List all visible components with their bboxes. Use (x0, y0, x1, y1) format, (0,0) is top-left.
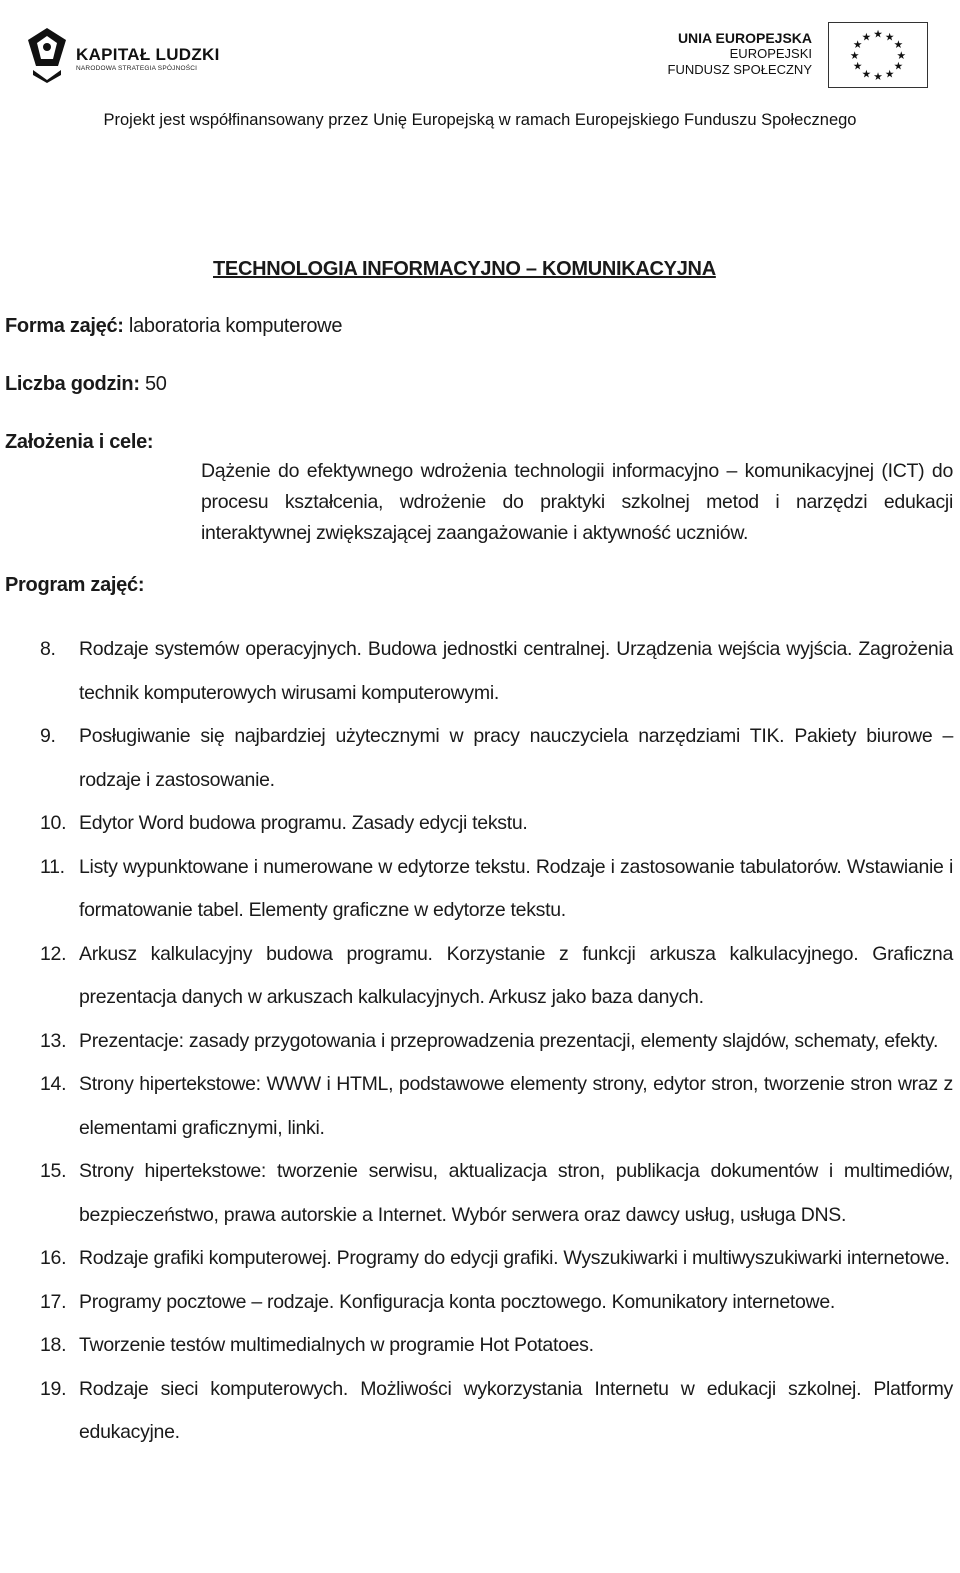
list-item-text: Rodzaje systemów operacyjnych. Budowa jednostki centralnej. Urządzenia wejścia wyjścia. Zagrożenia technik komputerowych wirusami komputerowymi. (79, 638, 953, 704)
svg-text:★: ★ (893, 59, 904, 73)
list-item-number: 15. (40, 1160, 67, 1182)
page-header (0, 0, 960, 145)
goals-label: Założenia i cele: (5, 431, 154, 453)
svg-text:★: ★ (852, 59, 863, 73)
list-item-text: Posługiwanie się najbardziej użytecznymi w pracy nauczyciela narzędziami TIK. Pakiety biurowe – rodzaje i zastosowanie. (79, 725, 953, 791)
list-item (40, 628, 953, 715)
svg-text:★: ★ (873, 27, 883, 41)
hours-field (5, 373, 167, 396)
eu-line-3: FUNDUSZ SPOŁECZNY (667, 62, 812, 77)
svg-text:★: ★ (896, 48, 907, 62)
list-item-number: 11. (40, 855, 65, 878)
project-cofinancing-note: Projekt jest współfinansowany przez Unię Europejską w ramach Europejskiego Funduszu Społecznego (103, 111, 857, 129)
form-value: laboratoria komputerowe (123, 315, 343, 337)
kapital-ludzki-emblem-icon (28, 28, 66, 83)
form-field (5, 315, 342, 338)
list-item-number: 12. (40, 942, 67, 965)
list-item-text: Rodzaje sieci komputerowych. Możliwości wykorzystania Internetu w edukacji szkolnej. Platformy edukacyjne. (79, 1377, 953, 1443)
list-item (40, 1063, 953, 1150)
list-item-text: Programy pocztowe – rodzaje. Konfiguracja konta pocztowego. Komunikatory internetowe. (79, 1290, 836, 1313)
list-item (40, 802, 953, 846)
eu-logo-text (668, 30, 812, 78)
list-item-text: Rodzaje grafiki komputerowej. Programy do edycji grafiki. Wyszukiwarki i multiwyszukiwarki internetowe. (79, 1247, 950, 1269)
eu-line-1: UNIA EUROPEJSKA (677, 30, 812, 46)
form-label: Forma zajęć: (5, 315, 124, 337)
list-item (40, 1020, 953, 1064)
program-label: Program zajęć: (5, 574, 145, 596)
kapital-ludzki-logo (28, 28, 228, 86)
svg-text:★: ★ (873, 70, 883, 84)
list-item (40, 846, 953, 933)
eu-logo (667, 22, 928, 88)
svg-text:★: ★ (861, 67, 872, 81)
list-item-number: 9. (40, 725, 56, 747)
list-item-number: 17. (40, 1290, 67, 1313)
goals-text: Dążenie do efektywnego wdrożenia technologii informacyjno – komunikacyjnej (ICT) do procesu kształcenia, wdrożenie do praktyki szkolnej metod i narzędzi edukacji interaktywnej zwiększającej zaangażowanie i aktywność uczniów. (201, 460, 953, 544)
document-title: TECHNOLOGIA INFORMACYJNO – KOMUNIKACYJNA (213, 258, 716, 280)
list-item-text: Strony hipertekstowe: WWW i HTML, podstawowe elementy strony, edytor stron, tworzenie stron wraz z elementami graficznymi, linki. (79, 1073, 953, 1139)
svg-text:★: ★ (852, 38, 863, 52)
program-field (5, 574, 144, 597)
list-item-text: Tworzenie testów multimedialnych w programie Hot Potatoes. (79, 1334, 594, 1356)
list-item-number: 13. (40, 1029, 67, 1052)
kapital-ludzki-name: KAPITAŁ LUDZKI (76, 45, 220, 64)
hours-value: 50 (139, 373, 167, 395)
eu-line-2: EUROPEJSKI (729, 46, 812, 61)
svg-text:★: ★ (893, 38, 904, 52)
svg-text:★: ★ (884, 30, 895, 44)
eu-flag-icon (828, 22, 928, 88)
list-item (40, 1368, 953, 1455)
list-item (40, 933, 953, 1020)
list-item (40, 1150, 953, 1237)
list-item-number: 14. (40, 1073, 67, 1095)
list-item-text: Strony hipertekstowe: tworzenie serwisu, aktualizacja stron, publikacja dokumentów i multimediów, bezpieczeństwo, prawa autorskie a Internet. Wybór serwera oraz dawcy usług, usługa DNS. (79, 1160, 953, 1226)
list-item (40, 715, 953, 802)
svg-text:★: ★ (849, 48, 860, 62)
svg-text:★: ★ (884, 67, 895, 81)
list-item-number: 18. (40, 1334, 67, 1356)
list-item-text: Edytor Word budowa programu. Zasady edycji tekstu. (79, 812, 528, 834)
list-item-number: 19. (40, 1377, 67, 1400)
svg-text:★: ★ (861, 30, 872, 44)
goals-field (5, 431, 153, 454)
list-item-number: 8. (40, 638, 56, 660)
kapital-ludzki-subtitle: NARODOWA STRATEGIA SPÓJNOŚCI (76, 65, 198, 72)
list-item (40, 1324, 953, 1368)
list-item-number: 10. (40, 812, 67, 834)
list-item (40, 1237, 953, 1281)
list-item (40, 1281, 953, 1325)
hours-label: Liczba godzin: (5, 373, 140, 395)
list-item-text: Listy wypunktowane i numerowane w edytorze tekstu. Rodzaje i zastosowanie tabulatorów. Wstawianie i formatowanie tabel. Elementy graficzne w edytorze tekstu. (79, 855, 953, 921)
list-item-text: Prezentacje: zasady przygotowania i przeprowadzenia prezentacji, elementy slajdów, schematy, efekty. (79, 1029, 939, 1052)
program-list (40, 628, 953, 1455)
list-item-number: 16. (40, 1247, 67, 1269)
list-item-text: Arkusz kalkulacyjny budowa programu. Korzystanie z funkcji arkusza kalkulacyjnego. Graficzna prezentacja danych w arkuszach kalkulacyjnych. Arkusz jako baza danych. (79, 942, 953, 1008)
